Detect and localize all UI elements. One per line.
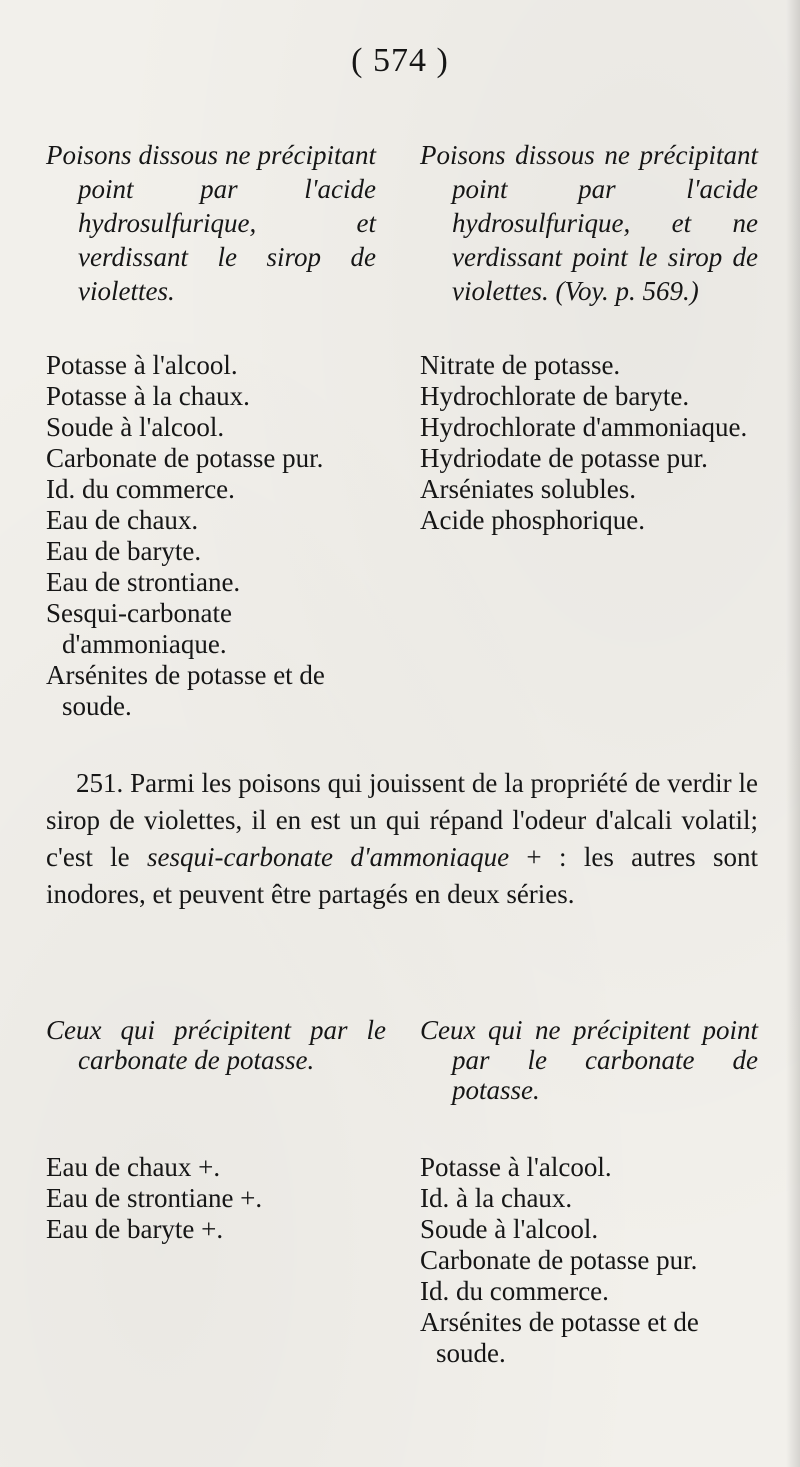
- list-item: Arsénites de potasse et de soude.: [46, 660, 325, 721]
- list-item: Potasse à l'alcool.: [46, 350, 238, 380]
- list-item: Eau de strontiane +.: [46, 1183, 263, 1213]
- list-item: Eau de chaux.: [46, 505, 199, 535]
- paragraph-251: [46, 765, 758, 913]
- list-item: Arséniates solubles.: [420, 474, 636, 504]
- list-item: Eau de strontiane.: [46, 567, 241, 597]
- list-item: Hydriodate de potasse pur.: [420, 443, 708, 473]
- list-item: Carbonate de potasse pur.: [420, 1245, 698, 1275]
- list-item: Potasse à la chaux.: [46, 381, 250, 411]
- list-item: Id. à la chaux.: [420, 1183, 573, 1213]
- list-item: Eau de baryte +.: [46, 1214, 224, 1244]
- paragraph-emphasis: sesqui-carbonate d'ammoniaque: [147, 842, 510, 872]
- section1-left-heading-text: Poisons dissous ne précipitant point par l'acide hydrosulfurique, et verdissant le sirop de violettes.: [46, 140, 376, 306]
- section1-right-heading: [420, 138, 758, 308]
- section1-left-heading: [46, 138, 376, 308]
- list-item: Carbonate de potasse pur.: [46, 443, 324, 473]
- list-item: Nitrate de potasse.: [420, 350, 621, 380]
- list-item: Eau de chaux +.: [46, 1152, 221, 1182]
- section2-left-heading: Ceux qui précipitent par le carbonate de potasse.: [46, 1015, 386, 1075]
- list-item: Hydrochlorate de baryte.: [420, 381, 690, 411]
- list-item: Sesqui-carbonate d'ammoniaque.: [46, 598, 232, 659]
- list-item: Acide phosphorique.: [420, 505, 645, 535]
- section1-right-heading-text: Poisons dissous ne précipitant point par l'acide hydrosulfurique, et ne verdissant point le sirop de violettes. (Voy. p. 569.): [420, 140, 758, 306]
- list-item: Arsénites de potasse et de soude.: [420, 1307, 699, 1368]
- list-item: Soude à l'alcool.: [46, 412, 225, 442]
- paragraph-number: 251.: [76, 768, 124, 798]
- list-item: Eau de baryte.: [46, 536, 202, 566]
- list-item: Id. du commerce.: [46, 474, 235, 504]
- section2-right-heading: Ceux qui ne précipitent point par le carbonate de potasse.: [420, 1015, 758, 1105]
- section1-right-list: [420, 350, 760, 536]
- paragraph-text-before: Parmi les poisons qui jouissent de la propriété de verdir le sirop de violettes, il en est un qui répand l'odeur d'alcali volatil; c'est le: [46, 768, 758, 872]
- list-item: Potasse à l'alcool.: [420, 1152, 612, 1182]
- section2-right-list: [420, 1152, 760, 1369]
- section1-left-list: [46, 350, 386, 722]
- list-item: Hydrochlorate d'ammoniaque.: [420, 412, 748, 442]
- paragraph-text-after: + : les autres sont inodores, et peuvent être partagés en deux séries.: [46, 842, 759, 909]
- page-number: ( 574 ): [351, 42, 449, 79]
- list-item: Id. du commerce.: [420, 1276, 609, 1306]
- section2-left-list: [46, 1152, 386, 1245]
- list-item: Soude à l'alcool.: [420, 1214, 599, 1244]
- page-edge-shadow: [786, 0, 800, 1467]
